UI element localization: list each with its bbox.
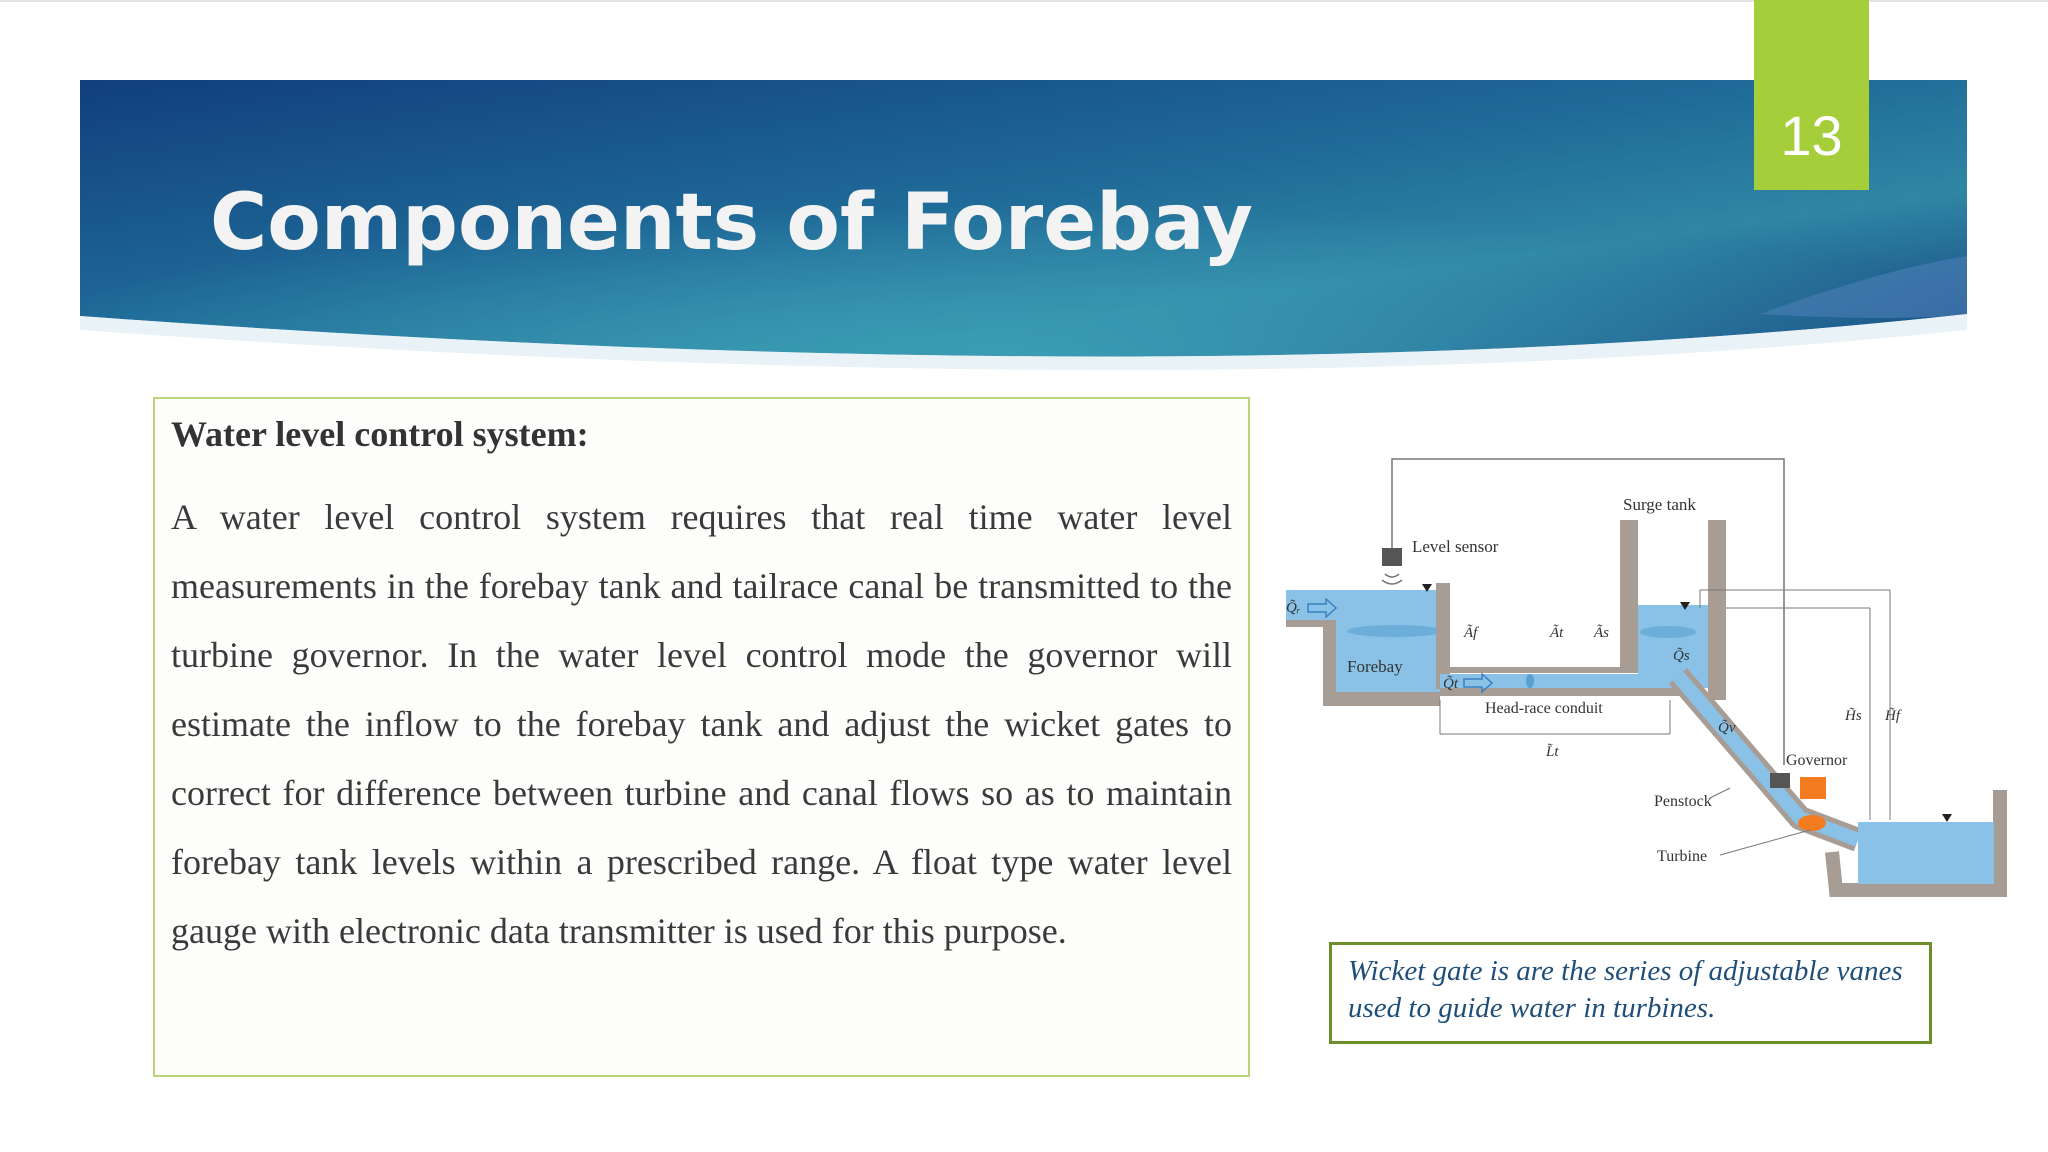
level-transmitter xyxy=(1770,773,1790,788)
symbol-h-f: H̃f xyxy=(1885,708,1900,724)
page-number-text: 13 xyxy=(1780,104,1843,167)
head-race-conduit-label: Head-race conduit xyxy=(1485,700,1603,717)
surge-tank-left-wall xyxy=(1620,520,1638,670)
head-race-conduit xyxy=(1440,674,1670,688)
symbol-l-t: L̃t xyxy=(1546,744,1559,760)
text-box xyxy=(153,397,1250,1077)
symbol-q-v: Q̃v xyxy=(1718,720,1736,736)
note-box xyxy=(1329,942,1932,1044)
symbol-a-f: Ãf xyxy=(1464,625,1478,641)
symbol-q-s: Q̃s xyxy=(1673,648,1690,664)
level-sensor-label: Level sensor xyxy=(1412,537,1499,556)
text-box-heading: Water level control system: xyxy=(171,414,589,454)
level-sensor-box xyxy=(1382,548,1402,566)
slide-title: Components of Forebay xyxy=(210,178,1254,268)
turbine-unit xyxy=(1798,815,1826,831)
page-number xyxy=(1754,0,1869,190)
surge-tank-label: Surge tank xyxy=(1623,495,1696,514)
forebay-label: Forebay xyxy=(1347,657,1403,676)
text-box-body: A water level control system requires that real time water level measurements in the forebay tank and tailrace canal be transmitted to the turbine governor. In the water level control mode the governor will estimate the inflow to the forebay tank and adjust the wicket gates to correct for difference between turbine and canal flows so as to maintain forebay tank levels within a prescribed range. A float type water level gauge with electronic data transmitter is used for this purpose. xyxy=(171,497,1232,951)
turbine-label: Turbine xyxy=(1657,848,1708,865)
note-text: Wicket gate is are the series of adjustable vanes used to guide water in turbines. xyxy=(1348,955,1903,1024)
symbol-h-s: H̃s xyxy=(1845,708,1862,724)
surge-tank-water xyxy=(1638,605,1708,688)
symbol-q-t: Q̃t xyxy=(1443,676,1458,692)
symbol-q-r: Q̃ᵣ xyxy=(1286,600,1301,616)
governor-label: Governor xyxy=(1786,752,1848,769)
governor-box xyxy=(1800,777,1826,799)
penstock-label: Penstock xyxy=(1654,793,1712,810)
tailrace-water xyxy=(1858,822,1994,884)
forebay-diagram xyxy=(1282,455,2012,915)
symbol-a-t: Ãt xyxy=(1550,625,1564,641)
symbol-a-s: Ãs xyxy=(1594,625,1609,641)
forebay-right-wall xyxy=(1436,583,1450,689)
surge-tank-right-wall xyxy=(1708,520,1726,700)
